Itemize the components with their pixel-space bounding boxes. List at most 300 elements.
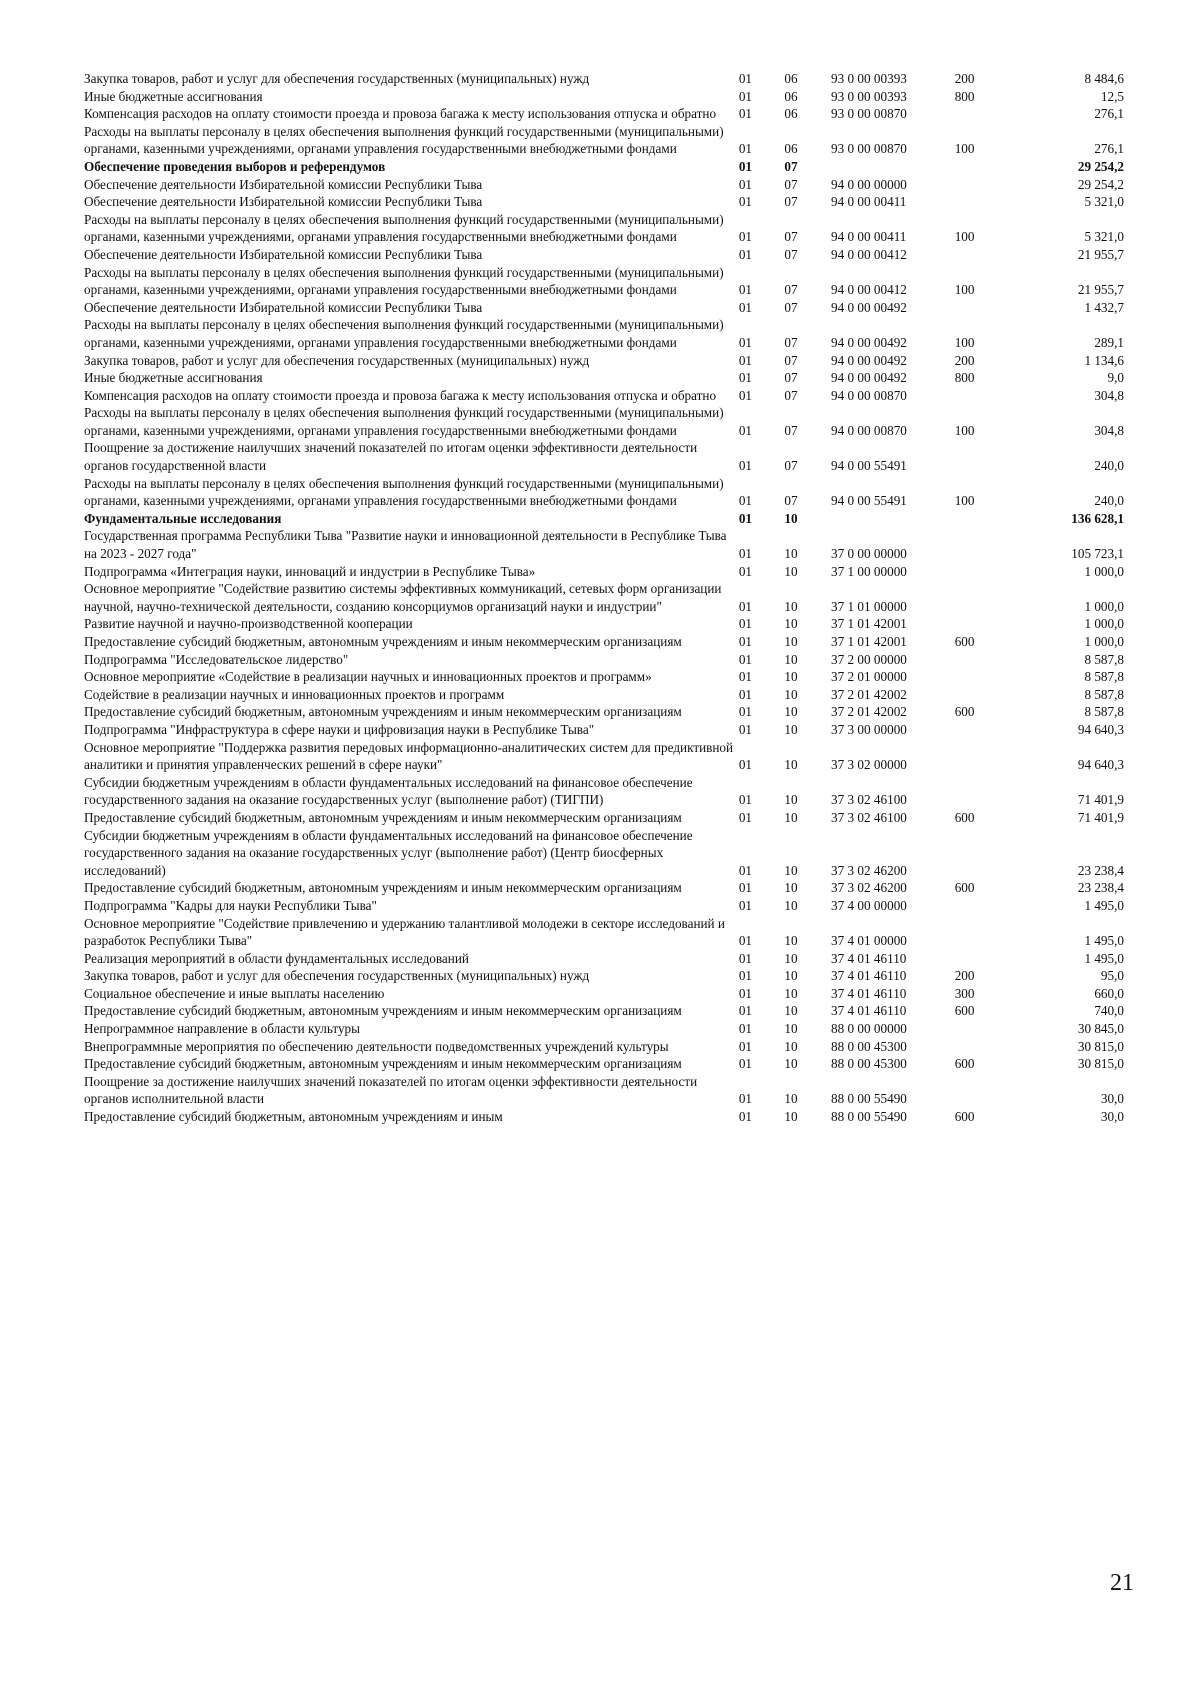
- row-amount: 1 495,0: [1084, 950, 1124, 966]
- row-section: 01: [738, 651, 752, 667]
- row-section: 01: [738, 106, 752, 122]
- row-expense-type: 600: [954, 880, 975, 896]
- row-target-article: 88 0 00 45300: [831, 1038, 907, 1054]
- row-subsection: 10: [784, 1056, 798, 1072]
- table-row: [84, 193, 1124, 211]
- table-row: [84, 1020, 1124, 1038]
- row-amount: 740,0: [1094, 1003, 1124, 1019]
- table-row: [84, 615, 1124, 633]
- table-row: [84, 651, 1124, 669]
- table-row: [84, 352, 1124, 370]
- row-subsection: 10: [784, 880, 798, 896]
- row-section: 01: [738, 686, 752, 702]
- row-amount: 8 587,8: [1084, 651, 1124, 667]
- row-subsection: 06: [784, 71, 798, 86]
- row-amount: 8 587,8: [1084, 669, 1124, 685]
- row-name: Основное мероприятие "Поддержка развития передовых информационно-аналитических систем для предиктивной аналитики и принятия управленческих решений в сфере науки": [84, 739, 734, 773]
- row-name: Содействие в реализации научных и инновационных проектов и программ: [84, 686, 505, 702]
- row-expense-type: 600: [954, 704, 975, 720]
- row-name: Обеспечение деятельности Избирательной комиссии Республики Тыва: [84, 176, 483, 192]
- row-expense-type: [955, 950, 1026, 968]
- row-amount: 1 000,0: [1084, 616, 1124, 632]
- table-row: [84, 439, 1124, 474]
- row-name: Обеспечение деятельности Избирательной комиссии Республики Тыва: [84, 194, 483, 210]
- row-name: Подпрограмма «Интеграция науки, инноваций и индустрии в Республике Тыва»: [84, 563, 536, 579]
- row-subsection: 07: [784, 299, 798, 315]
- row-amount: 660,0: [1094, 985, 1124, 1001]
- row-section: 01: [738, 352, 752, 368]
- row-amount: 304,8: [1094, 422, 1124, 438]
- row-section: 01: [738, 563, 752, 579]
- row-target-article: 37 1 01 42001: [831, 634, 907, 649]
- row-name: Непрограммное направление в области культуры: [84, 1021, 360, 1037]
- row-name: Поощрение за достижение наилучших значений показателей по итогам оценки эффективности деятельности органов исполнительной власти: [84, 1073, 698, 1107]
- row-name: Компенсация расходов на оплату стоимости проезда и провоза багажа к месту использования отпуска и обратно: [84, 387, 717, 403]
- row-target-article: 37 3 02 46200: [831, 880, 907, 896]
- row-target-article: 88 0 00 00000: [831, 1021, 907, 1037]
- row-expense-type: 300: [954, 985, 975, 1001]
- row-expense-type: 100: [954, 229, 975, 245]
- table-row: [84, 774, 1124, 809]
- row-amount: 276,1: [1094, 106, 1124, 122]
- row-subsection: 10: [784, 634, 798, 649]
- row-target-article: 88 0 00 55490: [831, 1091, 907, 1107]
- row-subsection: 10: [784, 616, 798, 632]
- table-row: [84, 158, 1124, 176]
- row-name: Иные бюджетные ассигнования: [84, 88, 263, 104]
- row-name: Предоставление субсидий бюджетным, автономным учреждениям и иным некоммерческим организациям: [84, 880, 682, 896]
- row-amount: 1 495,0: [1084, 897, 1124, 913]
- row-expense-type: [955, 176, 1026, 194]
- row-section: 01: [738, 669, 752, 685]
- row-target-article: 94 0 00 00411: [831, 194, 907, 210]
- row-amount: 29 254,2: [1077, 158, 1124, 174]
- row-section: 01: [738, 985, 752, 1001]
- table-row: [84, 703, 1124, 721]
- table-row: [84, 580, 1124, 615]
- row-expense-type: [955, 827, 1026, 880]
- row-section: 01: [738, 1021, 752, 1037]
- row-subsection: 06: [784, 141, 798, 157]
- row-amount: 289,1: [1094, 334, 1124, 350]
- row-expense-type: [955, 774, 1026, 809]
- row-expense-type: [955, 439, 1026, 474]
- row-target-article: 93 0 00 00393: [831, 88, 907, 104]
- row-target-article: 37 1 00 00000: [831, 563, 907, 579]
- row-subsection: 07: [784, 229, 798, 245]
- table-row: [84, 686, 1124, 704]
- row-amount: 1 000,0: [1084, 563, 1124, 579]
- row-amount: 71 401,9: [1077, 792, 1124, 808]
- row-name: Предоставление субсидий бюджетным, автономным учреждениям и иным некоммерческим организациям: [84, 704, 682, 720]
- row-target-article: 37 4 01 00000: [831, 933, 907, 949]
- table-row: [84, 668, 1124, 686]
- table-row: [84, 967, 1124, 985]
- row-amount: 1 000,0: [1084, 598, 1124, 614]
- row-target-article: 93 0 00 00870: [831, 106, 907, 122]
- row-section: 01: [738, 141, 752, 157]
- row-section: 01: [738, 422, 752, 438]
- row-name: Развитие научной и научно-производственной кооперации: [84, 616, 413, 632]
- table-row: [84, 369, 1124, 387]
- row-amount: 95,0: [1100, 968, 1124, 984]
- table-row: [84, 123, 1124, 158]
- row-amount: 8 587,8: [1084, 704, 1124, 720]
- table-row: [84, 1108, 1124, 1126]
- row-subsection: 10: [784, 757, 798, 773]
- row-section: 01: [738, 229, 752, 245]
- row-target-article: 37 3 02 00000: [831, 757, 907, 773]
- row-expense-type: [955, 1020, 1026, 1038]
- row-name: Расходы на выплаты персоналу в целях обеспечения выполнения функций государственными (муниципальными) органами, казенными учреждениями, органами управления государственными внебюджетными фондами: [84, 317, 724, 350]
- row-amount: 8 587,8: [1084, 686, 1124, 702]
- row-amount: 23 238,4: [1077, 862, 1124, 878]
- table-row: [84, 1038, 1124, 1056]
- row-section: 01: [738, 792, 752, 808]
- row-amount: 94 640,3: [1077, 757, 1124, 773]
- table-row: [84, 950, 1124, 968]
- row-subsection: 07: [784, 422, 798, 438]
- row-expense-type: [955, 1038, 1026, 1056]
- row-name: Закупка товаров, работ и услуг для обеспечения государственных (муниципальных) нужд: [84, 968, 590, 984]
- row-expense-type: 200: [954, 71, 975, 86]
- row-expense-type: 200: [954, 968, 975, 984]
- row-amount: 30,0: [1100, 1091, 1124, 1107]
- row-subsection: 10: [784, 721, 798, 737]
- row-target-article: 88 0 00 45300: [831, 1056, 907, 1072]
- row-amount: 5 321,0: [1084, 194, 1124, 210]
- row-name: Обеспечение деятельности Избирательной комиссии Республики Тыва: [84, 299, 483, 315]
- row-name: Предоставление субсидий бюджетным, автономным учреждениям и иным некоммерческим организациям: [84, 809, 682, 825]
- row-amount: 29 254,2: [1077, 176, 1124, 192]
- row-amount: 30 815,0: [1077, 1038, 1124, 1054]
- row-target-article: 93 0 00 00870: [831, 141, 907, 157]
- row-target-article: 37 3 02 46200: [831, 862, 907, 878]
- row-subsection: 10: [784, 933, 798, 949]
- table-row: [84, 105, 1124, 123]
- row-expense-type: [955, 897, 1026, 915]
- budget-rows: [84, 70, 1124, 1126]
- table-row: [84, 387, 1124, 405]
- row-section: 01: [738, 282, 752, 298]
- row-target-article: 94 0 00 00492: [831, 370, 907, 386]
- row-name: Предоставление субсидий бюджетным, автономным учреждениям и иным некоммерческим организациям: [84, 1056, 682, 1072]
- row-target-article: 37 3 00 00000: [831, 721, 907, 737]
- row-section: 01: [738, 458, 752, 474]
- table-row: [84, 299, 1124, 317]
- row-expense-type: [955, 739, 1026, 774]
- row-section: 01: [738, 510, 752, 526]
- row-subsection: 10: [784, 686, 798, 702]
- row-target-article: 94 0 00 00870: [831, 422, 907, 438]
- row-name: Закупка товаров, работ и услуг для обеспечения государственных (муниципальных) нужд: [84, 71, 590, 86]
- table-row: [84, 915, 1124, 950]
- row-target-article: [831, 510, 955, 528]
- table-row: [84, 404, 1124, 439]
- row-subsection: 10: [784, 809, 798, 825]
- row-subsection: 10: [784, 598, 798, 614]
- row-target-article: 37 4 01 46110: [831, 985, 907, 1001]
- row-name: Социальное обеспечение и иные выплаты населению: [84, 985, 385, 1001]
- table-row: [84, 1073, 1124, 1108]
- row-name: Подпрограмма "Кадры для науки Республики Тыва": [84, 897, 377, 913]
- row-target-article: 94 0 00 55491: [831, 458, 907, 474]
- row-section: 01: [738, 1003, 752, 1019]
- row-subsection: 10: [784, 1003, 798, 1019]
- row-amount: 94 640,3: [1077, 721, 1124, 737]
- row-subsection: 06: [784, 106, 798, 122]
- row-name: Основное мероприятие «Содействие в реализации научных и инновационных проектов и программ»: [84, 669, 652, 685]
- row-expense-type: 600: [954, 634, 975, 649]
- row-amount: 105 723,1: [1071, 546, 1124, 562]
- row-target-article: [831, 158, 955, 176]
- row-name: Основное мероприятие "Содействие привлечению и удержанию талантливой молодежи в секторе исследований и разработок Республики Тыва": [84, 915, 725, 949]
- table-row: [84, 809, 1124, 827]
- row-subsection: 07: [784, 352, 798, 368]
- row-subsection: 10: [784, 651, 798, 667]
- row-section: 01: [738, 546, 752, 562]
- row-subsection: 07: [784, 493, 798, 509]
- row-amount: 1 134,6: [1084, 352, 1124, 368]
- row-amount: 30 815,0: [1077, 1056, 1124, 1072]
- table-row: [84, 1002, 1124, 1020]
- row-target-article: 37 3 02 46100: [831, 809, 907, 825]
- row-subsection: 07: [784, 194, 798, 210]
- row-section: 01: [738, 598, 752, 614]
- row-amount: 8 484,6: [1084, 71, 1124, 86]
- row-subsection: 07: [784, 387, 798, 403]
- row-amount: 136 628,1: [1071, 510, 1124, 526]
- row-target-article: 37 3 02 46100: [831, 792, 907, 808]
- row-name: Расходы на выплаты персоналу в целях обеспечения выполнения функций государственными (муниципальными) органами, казенными учреждениями, органами управления государственными внебюджетными фондами: [84, 405, 724, 438]
- row-name: Расходы на выплаты персоналу в целях обеспечения выполнения функций государственными (муниципальными) органами, казенными учреждениями, органами управления государственными внебюджетными фондами: [84, 123, 724, 157]
- row-target-article: 88 0 00 55490: [831, 1109, 907, 1125]
- row-section: 01: [738, 1091, 752, 1107]
- row-section: 01: [738, 334, 752, 350]
- row-subsection: 10: [784, 968, 798, 984]
- row-target-article: 37 1 01 42001: [831, 616, 907, 632]
- table-row: [84, 527, 1124, 562]
- row-expense-type: [955, 580, 1026, 615]
- row-amount: 21 955,7: [1077, 246, 1124, 262]
- row-name: Внепрограммные мероприятия по обеспечению деятельности подведомственных учреждений культуры: [84, 1038, 669, 1054]
- row-section: 01: [738, 704, 752, 720]
- row-expense-type: [955, 668, 1026, 686]
- table-row: [84, 633, 1124, 651]
- row-name: Обеспечение деятельности Избирательной комиссии Республики Тыва: [84, 246, 483, 262]
- row-subsection: 10: [784, 704, 798, 720]
- row-section: 01: [738, 1056, 752, 1072]
- row-target-article: 94 0 00 00412: [831, 246, 907, 262]
- row-section: 01: [738, 158, 752, 174]
- row-section: 01: [738, 950, 752, 966]
- row-target-article: 94 0 00 55491: [831, 493, 907, 509]
- row-expense-type: [955, 158, 1026, 176]
- row-amount: 276,1: [1094, 141, 1124, 157]
- row-expense-type: [955, 721, 1026, 739]
- row-expense-type: 800: [954, 88, 975, 104]
- row-section: 01: [738, 176, 752, 192]
- row-subsection: 10: [784, 546, 798, 562]
- row-subsection: 10: [784, 1109, 798, 1125]
- table-row: [84, 1055, 1124, 1073]
- row-target-article: 37 4 01 46110: [831, 1003, 907, 1019]
- row-section: 01: [738, 721, 752, 737]
- row-target-article: 37 2 00 00000: [831, 651, 907, 667]
- row-section: 01: [738, 71, 752, 86]
- row-amount: 71 401,9: [1077, 809, 1124, 825]
- row-subsection: 07: [784, 334, 798, 350]
- row-name: Фундаментальные исследования: [84, 510, 282, 526]
- table-row: [84, 510, 1124, 528]
- row-target-article: 37 0 00 00000: [831, 546, 907, 562]
- row-name: Расходы на выплаты персоналу в целях обеспечения выполнения функций государственными (муниципальными) органами, казенными учреждениями, органами управления государственными внебюджетными фондами: [84, 211, 724, 245]
- table-row: [84, 739, 1124, 774]
- row-expense-type: 600: [954, 809, 975, 825]
- row-subsection: 06: [784, 88, 798, 104]
- row-name: Иные бюджетные ассигнования: [84, 370, 263, 386]
- table-row: [84, 211, 1124, 246]
- row-expense-type: 100: [954, 422, 975, 438]
- table-row: [84, 88, 1124, 106]
- row-target-article: 94 0 00 00412: [831, 282, 907, 298]
- row-section: 01: [738, 862, 752, 878]
- row-subsection: 07: [784, 176, 798, 192]
- row-expense-type: [955, 527, 1026, 562]
- table-row: [84, 475, 1124, 510]
- row-subsection: 10: [784, 1038, 798, 1054]
- row-amount: 30,0: [1100, 1109, 1124, 1125]
- row-amount: 23 238,4: [1077, 880, 1124, 896]
- row-section: 01: [738, 933, 752, 949]
- row-amount: 1 000,0: [1084, 634, 1124, 649]
- row-amount: 21 955,7: [1077, 282, 1124, 298]
- row-amount: 30 845,0: [1077, 1021, 1124, 1037]
- row-subsection: 07: [784, 158, 798, 174]
- row-expense-type: 100: [954, 334, 975, 350]
- row-target-article: 37 4 00 00000: [831, 897, 907, 913]
- table-row: [84, 563, 1124, 581]
- table-row: [84, 985, 1124, 1003]
- row-name: Закупка товаров, работ и услуг для обеспечения государственных (муниципальных) нужд: [84, 352, 590, 368]
- row-amount: 9,0: [1107, 370, 1124, 386]
- row-subsection: 10: [784, 950, 798, 966]
- row-target-article: 94 0 00 00000: [831, 176, 907, 192]
- row-amount: 240,0: [1094, 493, 1124, 509]
- row-expense-type: [955, 246, 1026, 264]
- row-expense-type: [955, 510, 1026, 528]
- row-name: Предоставление субсидий бюджетным, автономным учреждениям и иным: [84, 1109, 503, 1125]
- table-row: [84, 721, 1124, 739]
- row-subsection: 10: [784, 563, 798, 579]
- row-expense-type: [955, 686, 1026, 704]
- row-expense-type: [955, 615, 1026, 633]
- row-expense-type: [955, 299, 1026, 317]
- page-number: 21: [1110, 1570, 1134, 1596]
- row-name: Компенсация расходов на оплату стоимости проезда и провоза багажа к месту использования отпуска и обратно: [84, 106, 717, 122]
- table-row: [84, 316, 1124, 351]
- row-target-article: 93 0 00 00393: [831, 71, 907, 86]
- row-expense-type: 200: [954, 352, 975, 368]
- row-section: 01: [738, 1038, 752, 1054]
- row-amount: 1 495,0: [1084, 933, 1124, 949]
- row-name: Государственная программа Республики Тыва "Развитие науки и инновационной деятельности в Республике Тыва на 2023 - 2027 года": [84, 528, 727, 562]
- row-section: 01: [738, 897, 752, 913]
- row-amount: 304,8: [1094, 387, 1124, 403]
- row-name: Поощрение за достижение наилучших значений показателей по итогам оценки эффективности деятельности органов государственной власти: [84, 440, 698, 474]
- row-target-article: 94 0 00 00492: [831, 334, 907, 350]
- row-target-article: 37 4 01 46110: [831, 968, 907, 984]
- row-subsection: 07: [784, 370, 798, 386]
- row-section: 01: [738, 370, 752, 386]
- table-row: [84, 246, 1124, 264]
- table-row: [84, 827, 1124, 880]
- row-expense-type: 600: [954, 1056, 975, 1072]
- row-amount: 5 321,0: [1084, 229, 1124, 245]
- row-subsection: 10: [784, 985, 798, 1001]
- row-name: Субсидии бюджетным учреждениям в области фундаментальных исследований на финансовое обеспечение государственного задания на оказание государственных услуг (выполнение работ) (ТИГПИ): [84, 774, 693, 808]
- row-subsection: 10: [784, 510, 798, 526]
- row-section: 01: [738, 88, 752, 104]
- row-section: 01: [738, 809, 752, 825]
- row-subsection: 10: [784, 669, 798, 685]
- row-section: 01: [738, 1109, 752, 1125]
- row-subsection: 10: [784, 1091, 798, 1107]
- budget-sheet: [84, 70, 1124, 1126]
- row-target-article: 37 1 01 00000: [831, 598, 907, 614]
- row-expense-type: 100: [954, 493, 975, 509]
- row-target-article: 94 0 00 00411: [831, 229, 907, 245]
- row-amount: 12,5: [1100, 88, 1124, 104]
- row-name: Подпрограмма "Инфраструктура в сфере науки и цифровизация науки в Республике Тыва": [84, 721, 595, 737]
- row-expense-type: [955, 915, 1026, 950]
- row-amount: 240,0: [1094, 458, 1124, 474]
- row-subsection: 07: [784, 246, 798, 262]
- row-section: 01: [738, 616, 752, 632]
- table-row: [84, 264, 1124, 299]
- row-expense-type: 600: [954, 1109, 975, 1125]
- row-section: 01: [738, 299, 752, 315]
- row-target-article: 37 2 01 00000: [831, 669, 907, 685]
- row-expense-type: [955, 563, 1026, 581]
- row-target-article: 94 0 00 00492: [831, 352, 907, 368]
- row-section: 01: [738, 880, 752, 896]
- row-amount: 1 432,7: [1084, 299, 1124, 315]
- row-name: Расходы на выплаты персоналу в целях обеспечения выполнения функций государственными (муниципальными) органами, казенными учреждениями, органами управления государственными внебюджетными фондами: [84, 475, 724, 509]
- table-row: [84, 70, 1124, 88]
- table-row: [84, 879, 1124, 897]
- table-row: [84, 897, 1124, 915]
- row-subsection: 10: [784, 897, 798, 913]
- row-target-article: 37 2 01 42002: [831, 704, 907, 720]
- row-expense-type: [955, 193, 1026, 211]
- row-target-article: 94 0 00 00492: [831, 299, 907, 315]
- row-target-article: 37 2 01 42002: [831, 686, 907, 702]
- row-section: 01: [738, 493, 752, 509]
- row-expense-type: 800: [954, 370, 975, 386]
- row-name: Подпрограмма "Исследовательское лидерство": [84, 651, 349, 667]
- row-section: 01: [738, 634, 752, 649]
- row-name: Предоставление субсидий бюджетным, автономным учреждениям и иным некоммерческим организациям: [84, 634, 682, 649]
- row-section: 01: [738, 387, 752, 403]
- row-expense-type: [955, 1073, 1026, 1108]
- row-name: Основное мероприятие "Содействие развитию системы эффективных коммуникаций, сетевых форм организации научной, научно-технической деятельности, созданию консорциумов организаций науки и индустрии": [84, 581, 722, 614]
- row-section: 01: [738, 194, 752, 210]
- row-name: Обеспечение проведения выборов и референдумов: [84, 158, 386, 174]
- row-name: Реализация мероприятий в области фундаментальных исследований: [84, 950, 469, 966]
- row-subsection: 10: [784, 1021, 798, 1037]
- budget-table: [84, 70, 1124, 1126]
